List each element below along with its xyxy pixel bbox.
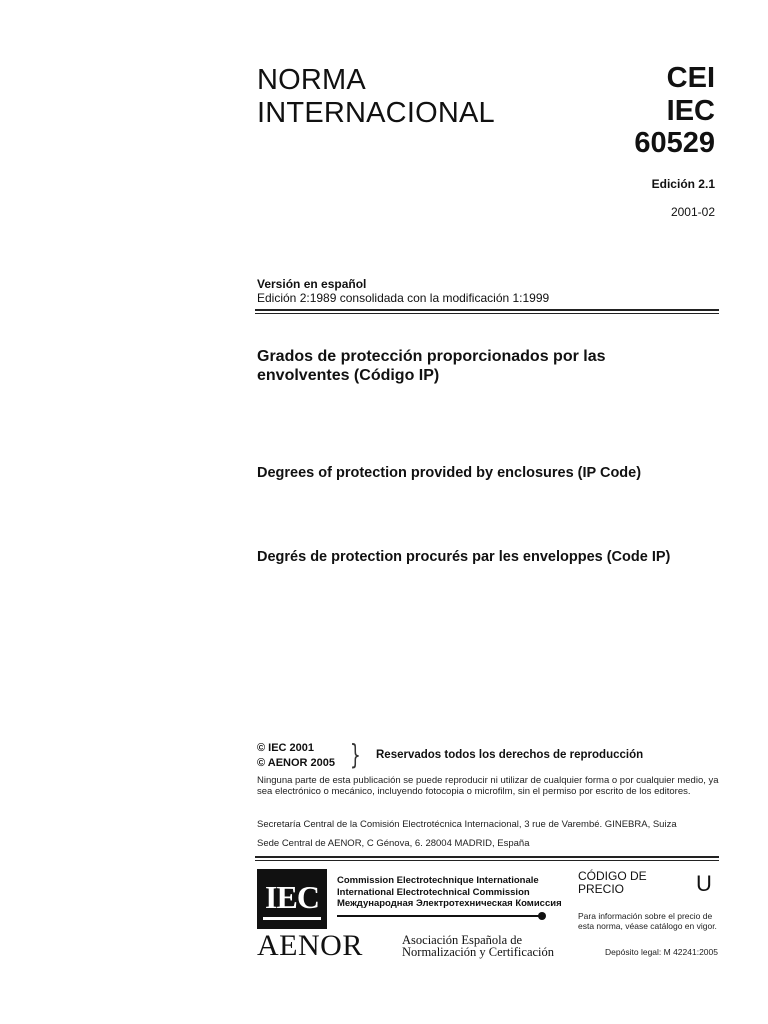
norma-line-2: INTERNACIONAL — [257, 97, 495, 129]
version-edition: Edición 2:1989 consolidada con la modificación 1:1999 — [257, 291, 550, 305]
code-number: 60529 — [634, 127, 715, 159]
rights-reserved: Reservados todos los derechos de reproducción — [376, 749, 644, 761]
aenor-logo: AENOR — [257, 929, 363, 962]
version-language: Versión en español — [257, 277, 367, 291]
asoc-line-1: Asociación Española de — [402, 933, 523, 947]
norma-line-1: NORMA — [257, 64, 366, 96]
copyright-iec: © IEC 2001 — [257, 742, 315, 754]
norma-internacional-heading — [257, 64, 495, 130]
asoc-line-2: Normalización y Certificación — [402, 945, 555, 959]
price-code-line-1: CÓDIGO DE — [578, 869, 647, 883]
title-spanish — [257, 347, 717, 385]
commission-names — [337, 875, 562, 910]
standard-code — [634, 62, 715, 160]
code-iec: IEC — [666, 94, 715, 127]
price-code-line-2: PRECIO — [578, 882, 625, 896]
title-french: Degrés de protection procurés par les enveloppes (Code IP) — [257, 549, 671, 565]
title-spanish-line-1: Grados de protección proporcionados por las — [257, 348, 606, 365]
copyright-block — [257, 741, 335, 771]
divider-bottom — [255, 856, 719, 861]
title-spanish-line-2: envolventes (Código IP) — [257, 367, 440, 384]
publication-date: 2001-02 — [670, 205, 715, 219]
code-cei: CEI — [666, 62, 715, 94]
commission-underline — [337, 915, 539, 917]
aenor-association — [402, 934, 554, 958]
legal-notice: Ninguna parte de esta publicación se puede reproducir ni utilizar de cualquier forma o por cualquier medio, ya sea electrónico o mecánico, incluyendo fotocopia o microfilm, sin el permiso por escrito de los editores. — [257, 775, 719, 797]
aenor-headquarters: Sede Central de AENOR, C Génova, 6. 28004 MADRID, España — [257, 838, 530, 849]
price-info: Para información sobre el precio de esta norma, véase catálogo en vigor. — [578, 911, 717, 931]
brace-symbol: } — [350, 738, 361, 771]
commission-russian: Международная Электротехническая Комиссия — [337, 898, 562, 909]
version-info — [257, 277, 549, 305]
commission-french: Commission Electrotechnique Internationale — [337, 875, 539, 886]
copyright-aenor: © AENOR 2005 — [257, 757, 336, 769]
iec-logo — [257, 869, 327, 929]
iec-logo-text: IEC — [265, 879, 319, 915]
price-code-label — [578, 870, 647, 896]
commission-dot — [538, 912, 546, 920]
commission-english: International Electrotechnical Commission — [337, 886, 530, 898]
title-english: Degrees of protection provided by enclosures (IP Code) — [257, 465, 642, 481]
divider-top — [255, 309, 719, 314]
edition-label: Edición 2.1 — [651, 177, 715, 191]
price-code-value: U — [696, 871, 712, 896]
iec-secretariat: Secretaría Central de la Comisión Electrotécnica Internacional, 3 rue de Varembé. GINEBRA, Suiza — [257, 819, 677, 830]
legal-deposit: Depósito legal: M 42241:2005 — [605, 947, 718, 957]
